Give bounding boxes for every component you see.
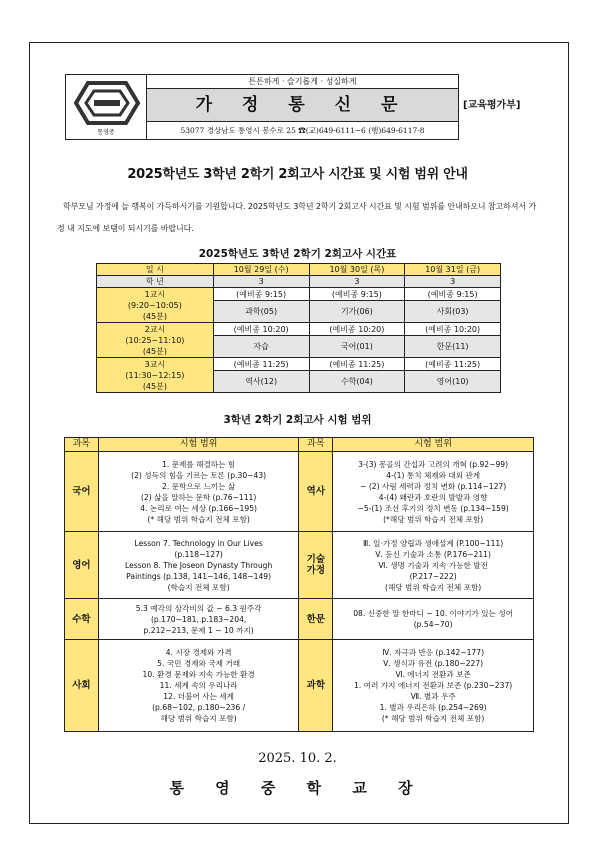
exam-subject: 수학(04) bbox=[309, 371, 405, 393]
prep-bell: (예비종 11:25) bbox=[213, 358, 309, 371]
exam-subject: 한문(11) bbox=[405, 336, 501, 358]
scope-line: (p.170~181, p.183~204, bbox=[150, 614, 247, 624]
period-time: (9:20~10:05) bbox=[127, 300, 182, 310]
period-cell bbox=[97, 358, 214, 393]
scope-line: (학습지 전체 포함) bbox=[167, 582, 230, 592]
exam-subject: 국어(01) bbox=[309, 336, 405, 358]
exam-subject: 과학(05) bbox=[213, 301, 309, 323]
period-name: 3교시 bbox=[144, 359, 166, 369]
department-tag: [교육평가부] bbox=[463, 100, 521, 111]
exam-subject: 사회(03) bbox=[405, 301, 501, 323]
scope-line: (* 해당 범위 학습지 전체 포함) bbox=[147, 514, 250, 524]
scope-line: 4. 시장 경제와 가격 bbox=[165, 648, 232, 657]
prep-bell: (예비종 10:20) bbox=[405, 323, 501, 336]
school-logo bbox=[65, 74, 147, 140]
day-header: 10월 30일 (목) bbox=[309, 264, 405, 276]
period-time: (11:30~12:15) bbox=[125, 370, 185, 380]
prep-bell: (예비종 10:20) bbox=[309, 323, 405, 336]
scope-line: (2) 삶을 말하는 문학 (p.76~111) bbox=[140, 492, 257, 502]
period-cell bbox=[97, 288, 214, 323]
subject-cell: 한문 bbox=[299, 599, 333, 640]
prep-bell: (예비종 9:15) bbox=[405, 288, 501, 301]
scope-line: Ⅵ. 에너지 전환과 보존 bbox=[395, 670, 471, 679]
scope-line: 4. 논리로 여는 세상 (p.166~195) bbox=[140, 503, 258, 513]
scope-line: 1. 별과 우리은하 (p.254~269) bbox=[379, 703, 487, 712]
scope-line: 5. 국민 경제와 국제 거래 bbox=[157, 659, 241, 668]
scope-line: 4-(4) 왜란과 호란의 발발과 영향 bbox=[378, 492, 488, 502]
subject-cell: 기술 가정 bbox=[299, 532, 333, 599]
date-label: 일 시 bbox=[97, 264, 214, 276]
subject-cell: 수학 bbox=[65, 599, 99, 640]
exam-subject: 기가(06) bbox=[309, 301, 405, 323]
scope-cell bbox=[98, 640, 299, 732]
grade-cell: 3 bbox=[405, 276, 501, 288]
scope-line: (* 해당 범위 학습지 전체 포함) bbox=[381, 714, 485, 723]
scope-header: 시험 범위 bbox=[98, 438, 299, 452]
newsletter-title: 가 정 통 신 문 bbox=[147, 88, 459, 122]
prep-bell: (예비종 9:15) bbox=[213, 288, 309, 301]
scope-line: ~ (2) 사림 세력과 정치 변화 (p.114~127) bbox=[360, 481, 507, 491]
scope-line: 3-(3) 몽골의 간섭과 고려의 개혁 (p.92~99) bbox=[358, 459, 509, 469]
period-duration: (45분) bbox=[142, 311, 167, 321]
scope-line: 1. 문제를 해결하는 힘 bbox=[162, 459, 236, 469]
scope-cell bbox=[333, 452, 534, 532]
prep-bell: (예비종 10:20) bbox=[213, 323, 309, 336]
scope-line: (2) 성득의 힘을 기르는 토론 (p.30~43) bbox=[131, 470, 267, 480]
prep-bell: (예비종 11:25) bbox=[405, 358, 501, 371]
subject-cell: 영어 bbox=[65, 532, 99, 599]
scope-line: Paintings (p.138, 141~146, 148~149) bbox=[126, 571, 272, 581]
scope-line: Ⅴ. 등신 기술과 소통 (P.176~211) bbox=[375, 549, 491, 559]
document-date: 2025. 10. 2. bbox=[258, 751, 337, 766]
scope-line: Ⅴ. 생식과 유전 (p.180~227) bbox=[383, 659, 484, 668]
scope-line: 해당 범위 학습지 포함) bbox=[160, 714, 237, 723]
schedule-table bbox=[96, 263, 501, 393]
scope-line: Ⅵ. 생명 기술과 지속 가능한 발전 bbox=[378, 560, 488, 570]
scope-line: 12. 더불어 사는 세계 bbox=[163, 692, 234, 701]
subject-cell: 과학 bbox=[299, 640, 333, 732]
prep-bell: (예비종 9:15) bbox=[309, 288, 405, 301]
scope-line: ~5-(1) 조선 후기의 정치 변동 (p.134~159) bbox=[357, 503, 509, 513]
school-emblem-icon bbox=[72, 79, 142, 129]
exam-subject: 자습 bbox=[213, 336, 309, 358]
period-duration: (45분) bbox=[142, 381, 167, 391]
grade-label: 학 년 bbox=[97, 276, 214, 288]
subject-cell: 국어 bbox=[65, 452, 99, 532]
period-name: 1교시 bbox=[144, 289, 166, 299]
school-motto: 튼튼하게 · 슬기롭게 · 성실하게 bbox=[147, 74, 459, 88]
letterhead bbox=[65, 74, 545, 140]
scope-line: 4-(1) 통치 체제와 대외 관계 bbox=[386, 470, 481, 480]
scope-line: (P.217~222) bbox=[409, 571, 457, 581]
intro-paragraph: 학부모님 가정에 늘 행복이 가득하시기를 기원합니다. 2025학년도 3학년 2학기 2회고사 시간표 및 시험 범위를 안내하오니 참고하셔서 가정 내 지도에 보탬이 되시기를 바랍니다. bbox=[57, 202, 537, 233]
scope-line: 5.3 예각의 삼각비의 값 ~ 6.3 원주각 bbox=[135, 603, 262, 613]
scope-line: Ⅳ. 자극과 반응 (p.142~177) bbox=[382, 648, 485, 657]
scope-cell bbox=[98, 599, 299, 640]
period-time: (10:25~11:10) bbox=[125, 335, 185, 345]
scope-line: 11. 세계 속의 우리나라 bbox=[159, 681, 238, 690]
scope-line: 1. 여러 가지 에너지 전환과 보존 (p.230~237) bbox=[354, 681, 513, 690]
school-address: 53077 경상남도 통영시 봉수로 25 ☎(교)649-6111~6 (행)649-6117-8 bbox=[147, 122, 459, 140]
scope-line: Ⅲ. 일·가정 양립과 생애설계 (P.100~111) bbox=[363, 538, 504, 548]
subject-cell: 역사 bbox=[299, 452, 333, 532]
day-header: 10월 31일 (금) bbox=[405, 264, 501, 276]
range-title: 3학년 2학기 2회고사 시험 범위 bbox=[223, 414, 372, 426]
scope-line: (해당 범위 학습지 전체 포함) bbox=[384, 582, 482, 592]
scope-line: (p.54~70) bbox=[413, 620, 453, 629]
scope-line: Lesson 7. Technology in Our Lives bbox=[134, 538, 263, 548]
subject-header: 과목 bbox=[299, 438, 333, 452]
scope-line: 10. 환경 문제와 지속 가능한 환경 bbox=[142, 670, 255, 679]
scope-line: 08. 신중한 말 한마디 ~ 10. 이야기가 있는 성어 bbox=[353, 609, 514, 618]
scope-cell bbox=[98, 532, 299, 599]
scope-line: (p.68~102, p.180~236 / bbox=[152, 703, 246, 712]
main-title: 2025학년도 3학년 2학기 2회고사 시간표 및 시험 범위 안내 bbox=[127, 167, 468, 182]
scope-cell bbox=[333, 599, 534, 640]
prep-bell: (예비종 11:25) bbox=[309, 358, 405, 371]
grade-cell: 3 bbox=[309, 276, 405, 288]
day-header: 10월 29일 (수) bbox=[213, 264, 309, 276]
scope-line: p.212~213, 문제 1 ~ 10 까지) bbox=[143, 625, 254, 635]
exam-range-table bbox=[64, 437, 534, 732]
exam-subject: 영어(10) bbox=[405, 371, 501, 393]
scope-line: (*해당 범위 학습지 전체 포함) bbox=[383, 514, 484, 524]
logo-text: 통영중 bbox=[97, 129, 115, 136]
period-name: 2교시 bbox=[144, 324, 166, 334]
scope-line: Ⅶ. 별과 우주 bbox=[410, 692, 456, 701]
scope-line: (p.118~127) bbox=[174, 549, 223, 559]
scope-header: 시험 범위 bbox=[333, 438, 534, 452]
period-cell bbox=[97, 323, 214, 358]
scope-cell bbox=[333, 640, 534, 732]
scope-cell bbox=[98, 452, 299, 532]
scope-cell bbox=[333, 532, 534, 599]
subject-header: 과목 bbox=[65, 438, 99, 452]
scope-line: Lesson 8. The Joseon Dynasty Through bbox=[124, 560, 273, 570]
grade-cell: 3 bbox=[213, 276, 309, 288]
period-duration: (45분) bbox=[142, 346, 167, 356]
scope-line: 2. 문학으로 느끼는 삶 bbox=[162, 481, 236, 491]
schedule-title: 2025학년도 3학년 2학기 2회고사 시간표 bbox=[198, 248, 397, 260]
subject-cell: 사회 bbox=[65, 640, 99, 732]
exam-subject: 역사(12) bbox=[213, 371, 309, 393]
principal-signature: 통 영 중 학 교 장 bbox=[169, 779, 426, 797]
